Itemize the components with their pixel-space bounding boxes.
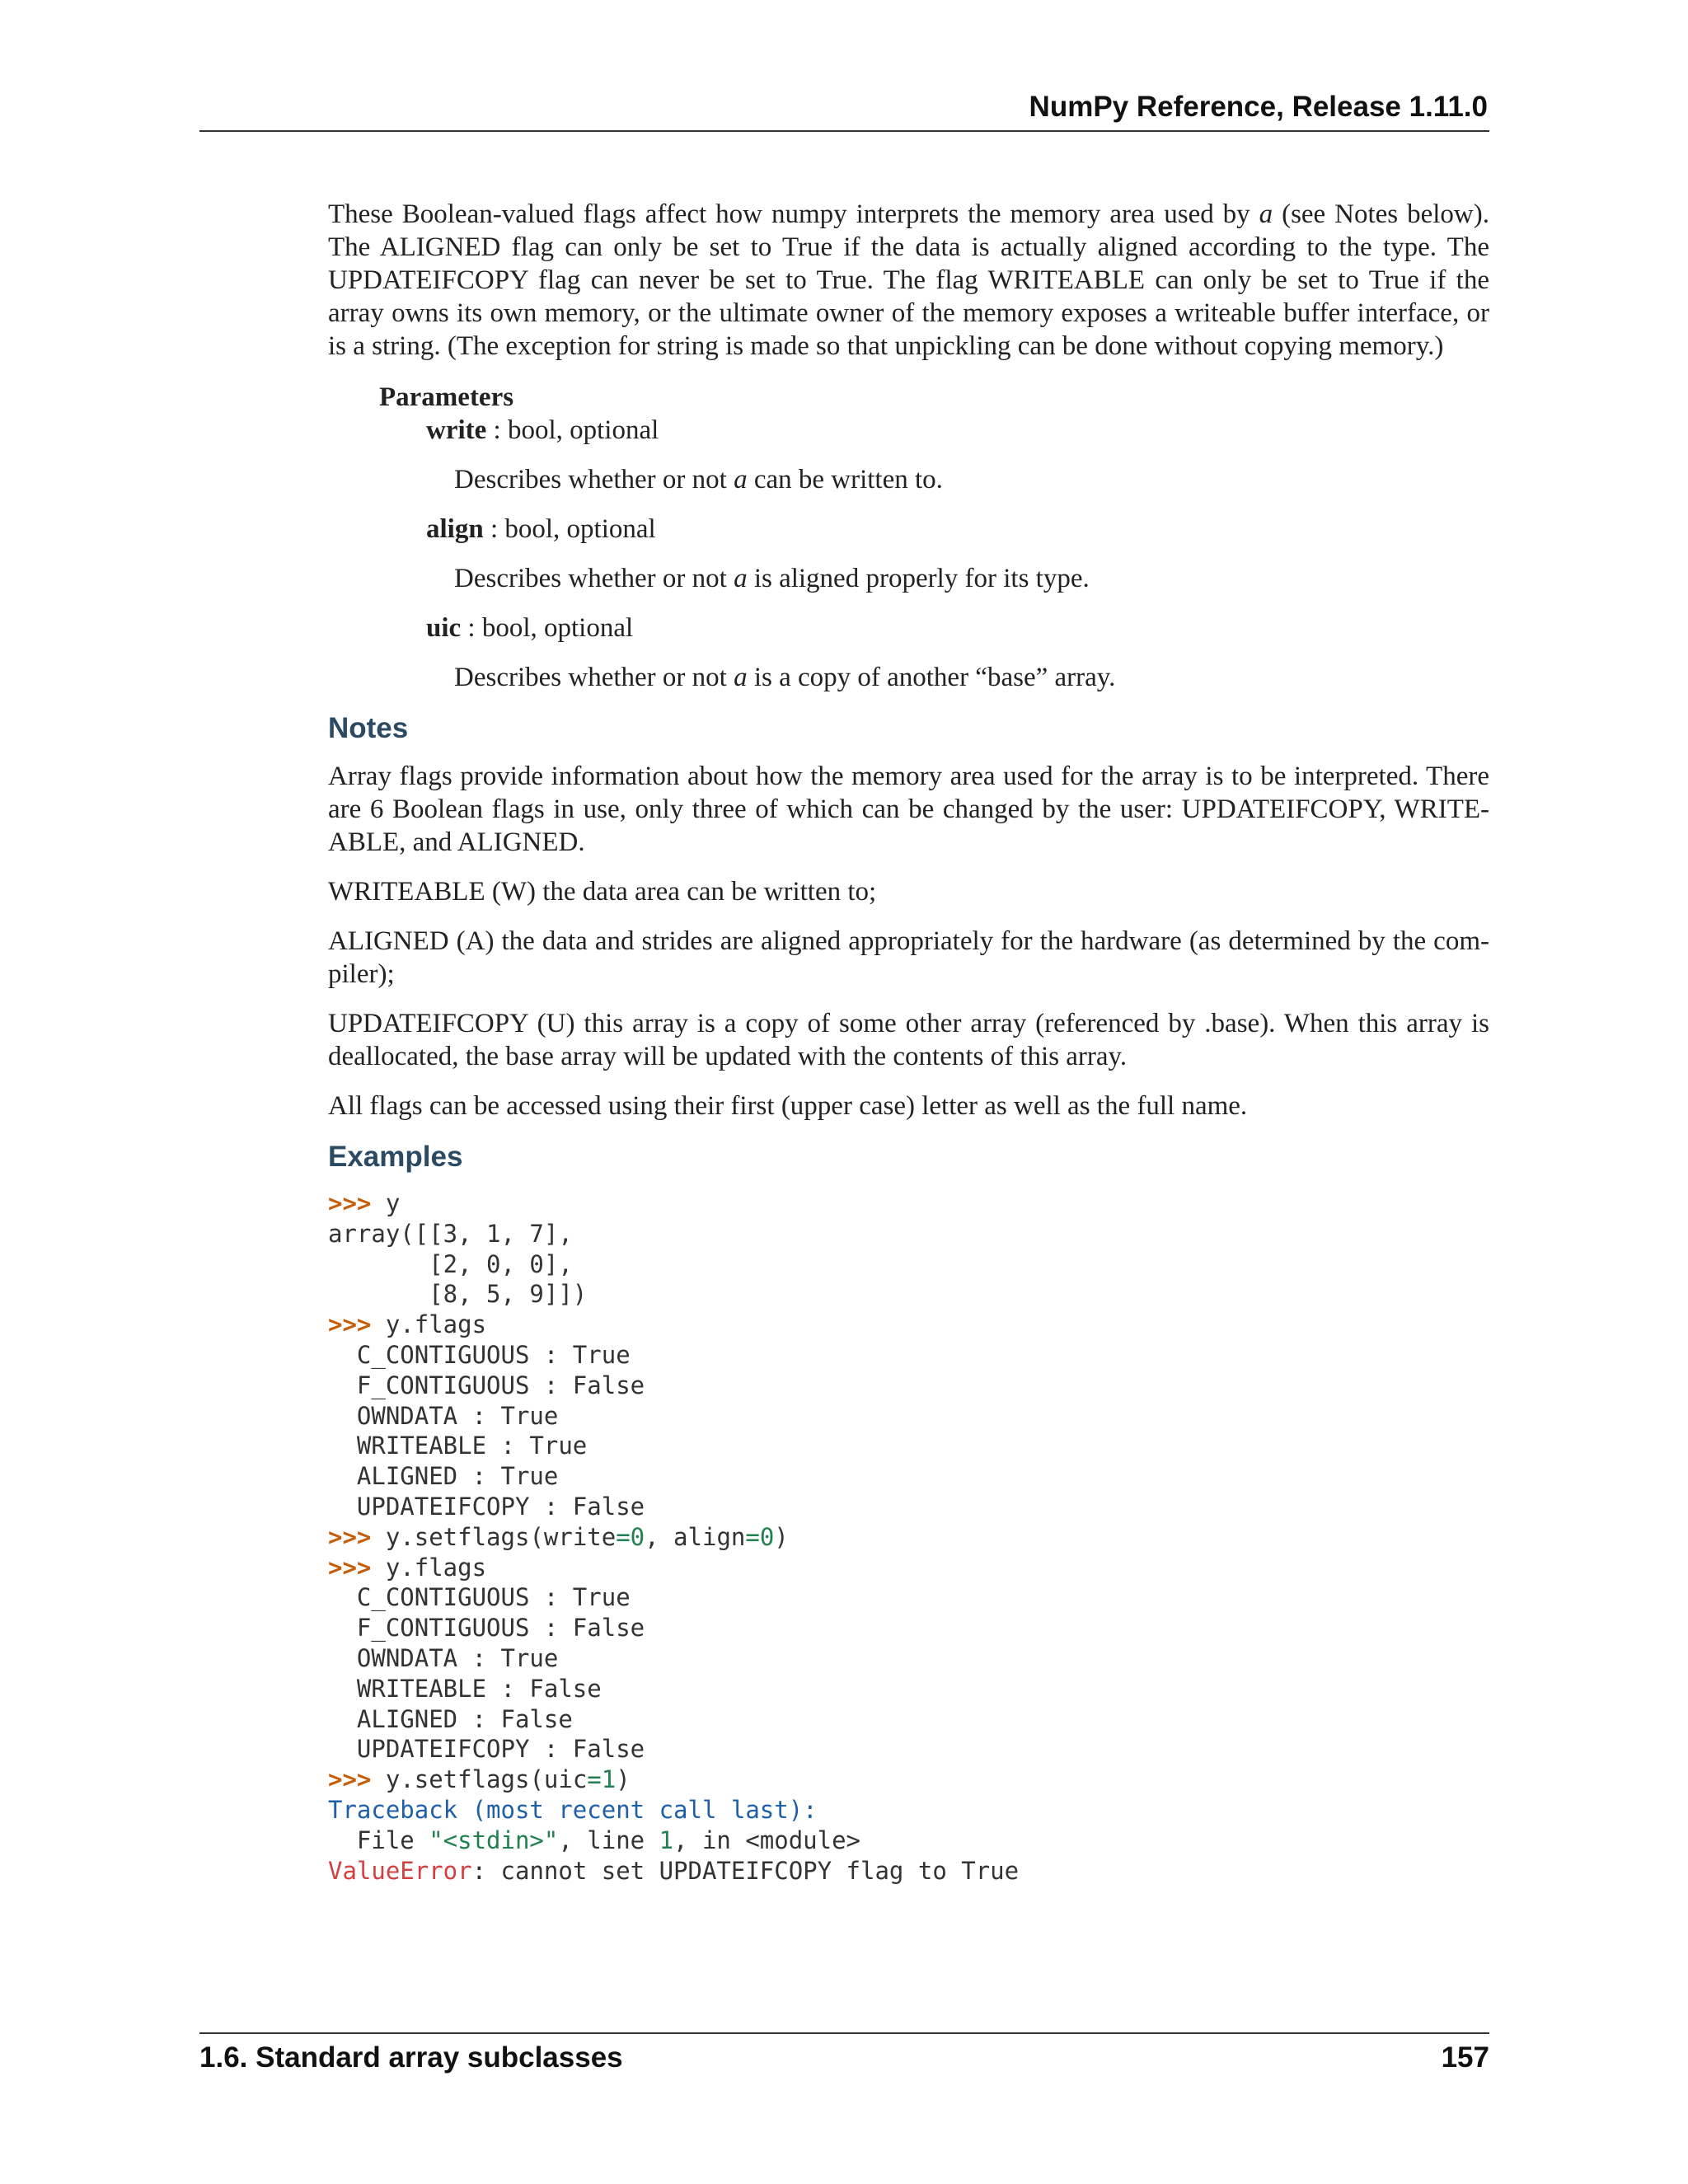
page-number: 157 (1441, 2041, 1489, 2074)
parameter-signature (426, 612, 1489, 644)
parameters-title: Parameters (379, 382, 514, 412)
notes-paragraph: All flags can be accessed using their first (upper case) letter as well as the full name. (328, 1091, 1248, 1121)
footer-section: 1.6. Standard array subclasses (199, 2041, 623, 2074)
header-rule (199, 130, 1489, 132)
parameter-description: Describes whether or not a is a copy of another “base” array. (454, 663, 1116, 692)
code-line: WRITEABLE : True (328, 1432, 588, 1460)
code-line: UPDATEIFCOPY : False (328, 1735, 645, 1764)
notes-body (328, 760, 1489, 1122)
intro-paragraph: These Boolean-valued flags affect how numpy interprets the memory area used by a (see Notes below). The ALIGNED flag can only be set to True if the data is actually aligned according to the type. The UPDATEIFCOPY flag can never be set to True. The flag WRITEABLE can only be set to True if the array owns its own memory, or the ultimate owner of the memory exposes a writeable buffer interface, or is a string. (The exception for string is made so that unpickling can be done without copying memory.) (328, 199, 1489, 361)
code-line: F_CONTIGUOUS : False (328, 1614, 645, 1643)
code-line: [8, 5, 9]]) (328, 1280, 588, 1309)
code-line: ALIGNED : False (328, 1704, 573, 1733)
code-line: OWNDATA : True (328, 1643, 559, 1672)
parameter-name: align (426, 514, 484, 544)
parameter-type: : bool, optional (461, 613, 634, 643)
parameter-uic (426, 612, 1489, 694)
parameter-list (379, 414, 1489, 694)
code-line: UPDATEIFCOPY : False (328, 1492, 645, 1521)
code-line: >>> y (328, 1189, 401, 1217)
code-line: ValueError: cannot set UPDATEIFCOPY flag to True (328, 1856, 1020, 1885)
code-line: OWNDATA : True (328, 1401, 559, 1430)
code-line: WRITEABLE : False (328, 1674, 602, 1703)
parameter-description: Describes whether or not a can be written to. (454, 465, 943, 494)
examples-title: Examples (328, 1141, 463, 1173)
code-line: >>> y.setflags(write=0, align=0) (328, 1522, 789, 1551)
code-line: Traceback (most recent call last): (328, 1795, 818, 1824)
page-content (328, 198, 1489, 1886)
parameter-align (426, 513, 1489, 595)
running-header: NumPy Reference, Release 1.11.0 (1029, 91, 1488, 123)
notes-paragraph: WRITEABLE (W) the data area can be written to; (328, 877, 877, 907)
code-line: ALIGNED : True (328, 1462, 559, 1491)
notes-paragraph: ALIGNED (A) the data and strides are aligned appropriately for the hardware (as determined by the com-piler); (328, 926, 1489, 989)
footer-rule (199, 2032, 1489, 2034)
code-line: >>> y.flags (328, 1310, 487, 1339)
notes-paragraph: Array flags provide information about how the memory area used for the array is to be interpreted. There are 6 Boolean flags in use, only three of which can be changed by the user: UPDATEIFCOPY, WRITE-ABLE, and ALIGNED. (328, 762, 1489, 857)
parameter-signature (426, 513, 1489, 546)
code-line: File "<stdin>", line 1, in <module> (328, 1825, 861, 1854)
code-line: C_CONTIGUOUS : True (328, 1340, 631, 1369)
code-line: >>> y.setflags(uic=1) (328, 1765, 631, 1794)
parameter-write (426, 414, 1489, 496)
parameter-name: uic (426, 613, 462, 643)
example-code-block (328, 1188, 1489, 1886)
code-line: C_CONTIGUOUS : True (328, 1583, 631, 1612)
parameter-signature (426, 414, 1489, 447)
notes-paragraph: UPDATEIFCOPY (U) this array is a copy of some other array (referenced by .base). When this array is deallocated, the base array will be updated with the contents of this array. (328, 1009, 1489, 1071)
parameter-type: : bool, optional (483, 514, 656, 544)
parameters-block (379, 381, 1489, 694)
code-line: >>> y.flags (328, 1553, 487, 1582)
parameter-description: Describes whether or not a is aligned properly for its type. (454, 564, 1090, 593)
parameter-type: : bool, optional (486, 415, 659, 445)
notes-title: Notes (328, 712, 409, 744)
code-line: F_CONTIGUOUS : False (328, 1371, 645, 1399)
code-line: [2, 0, 0], (328, 1249, 573, 1278)
code-line: array([[3, 1, 7], (328, 1219, 573, 1248)
parameter-name: write (426, 415, 487, 445)
